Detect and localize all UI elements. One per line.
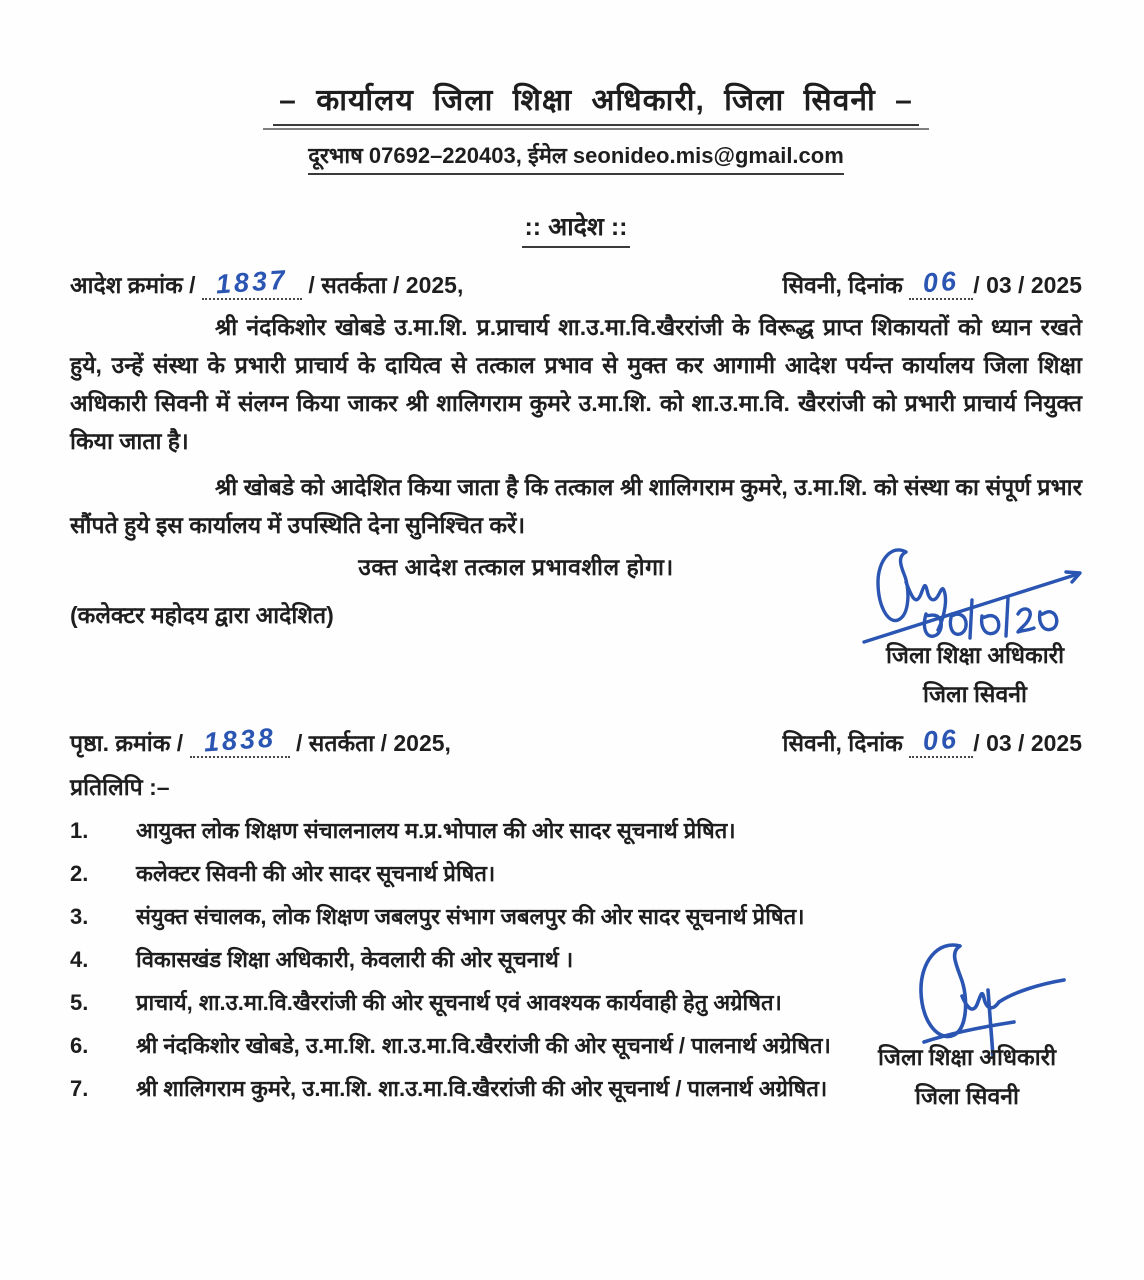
copy-distribution-label: प्रतिलिपि :– [70, 774, 170, 800]
endorsement-place-date-prefix: सिवनी, दिनांक [782, 730, 910, 756]
copy-item-text: श्री शालिगराम कुमरे, उ.मा.शि. शा.उ.मा.वि.खैररांजी की ओर सूचनार्थ / पालनार्थ अग्रेषित। [136, 1076, 828, 1101]
signer-title: जिला शिक्षा अधिकारी [877, 1044, 1057, 1070]
signature-block-1 [850, 536, 1100, 709]
order-place-date-line [782, 265, 1083, 300]
copy-item-text: श्री नंदकिशोर खोबडे, उ.मा.शि. शा.उ.मा.वि.खैररांजी की ओर सूचनार्थ / पालनार्थ अग्रेषित। [136, 1033, 831, 1058]
copy-item-text: संयुक्त संचालक, लोक शिक्षण जबलपुर संभाग जबलपुर की ओर सादर सूचनार्थ प्रेषित। [136, 904, 805, 929]
place-date-prefix: सिवनी, दिनांक [782, 272, 910, 298]
order-number-row [70, 264, 1082, 300]
copy-item-text: कलेक्टर सिवनी की ओर सादर सूचनार्थ प्रेषित। [136, 861, 496, 886]
doc-type-wrap [70, 209, 1082, 248]
order-number-slot [202, 264, 302, 300]
signer-office: जिला सिवनी [915, 1083, 1019, 1109]
endorsement-date-day-slot [909, 723, 973, 758]
order-number-line [70, 264, 464, 300]
date-day-handwritten: 06 [922, 265, 961, 299]
signature-block-2 [842, 938, 1092, 1111]
copy-item-number: 4. [70, 947, 89, 972]
endorsement-number-row [70, 722, 1082, 758]
office-title: – कार्यालय जिला शिक्षा अधिकारी, जिला सिवनी – [273, 78, 919, 126]
copy-item-number: 6. [70, 1033, 89, 1058]
date-day-slot [909, 265, 973, 300]
copy-item [70, 816, 1082, 846]
office-contact-line: दूरभाष 07692–220403, ईमेल seonideo.mis@gmail.com [308, 140, 844, 175]
endorsement-number-prefix: पृष्ठा. क्रमांक / [70, 730, 190, 756]
copy-item-number: 3. [70, 904, 89, 929]
endorsement-date-day-handwritten: 06 [922, 723, 961, 757]
body-paragraph-2: श्री खोबडे को आदेशित किया जाता है कि तत्काल श्री शालिगराम कुमरे, उ.मा.शि. को संस्था का संपूर्ण प्रभार सौंपते हुये इस कार्यालय में उपस्थिति देना सुनिश्चित करें। [70, 474, 1082, 538]
order-number-handwritten: 1837 [214, 264, 289, 300]
endorsement-number-line [70, 722, 451, 758]
copy-item-text: विकासखंड शिक्षा अधिकारी, केवलारी की ओर सूचनार्थ । [136, 947, 574, 972]
copy-item-number: 5. [70, 990, 89, 1015]
copy-item-number: 2. [70, 861, 89, 886]
letterhead [70, 78, 1082, 175]
signature-scribble-icon [860, 536, 1090, 654]
copy-item [70, 902, 1082, 932]
effective-line: उक्त आदेश तत्काल प्रभावशील होगा। [358, 554, 674, 580]
signer-title: जिला शिक्षा अधिकारी [885, 642, 1065, 668]
body-paragraph-1: श्री नंदकिशोर खोबडे उ.मा.शि. प्र.प्राचार्य शा.उ.मा.वि.खैररांजी के विरूद्ध प्राप्त शिकायतों को ध्यान रखते हुये, उन्हें संस्था के प्रभारी प्राचार्य के दायित्व से तत्काल प्रभाव से मुक्त कर आगामी आदेश पर्यन्त कार्यालय जिला शिक्षा अधिकारी सिवनी में संलग्न किया जाकर श्री शालिगराम कुमरे उ.मा.शि. को शा.उ.मा.वि. खैररांजी को प्रभारी प्राचार्य नियुक्त किया जाता है। [70, 314, 1082, 454]
order-number-suffix: / सतर्कता / 2025, [302, 272, 464, 298]
copy-item-text: आयुक्त लोक शिक्षण संचालनालय म.प्र.भोपाल की ओर सादर सूचनार्थ प्रेषित। [136, 818, 736, 843]
copy-item-text: प्राचार्य, शा.उ.मा.वि.खैररांजी की ओर सूचनार्थ एवं आवश्यक कार्यवाही हेतु अग्रेषित। [136, 990, 782, 1015]
date-rest: / 03 / 2025 [973, 272, 1082, 298]
endorsement-number-suffix: / सतर्कता / 2025, [289, 730, 451, 756]
doc-type-heading: :: आदेश :: [522, 209, 629, 248]
signer-office: जिला सिवनी [923, 681, 1027, 707]
copy-item-number: 7. [70, 1076, 89, 1101]
endorsement-number-slot [190, 722, 290, 758]
copy-item-number: 1. [70, 818, 89, 843]
endorsement-number-handwritten: 1838 [202, 722, 277, 758]
ordered-by-line: (कलेक्टर महोदय द्वारा आदेशित) [70, 602, 334, 628]
order-number-prefix: आदेश क्रमांक / [70, 272, 202, 298]
endorsement-place-date-line [782, 723, 1083, 758]
endorsement-date-rest: / 03 / 2025 [973, 730, 1082, 756]
copy-item [70, 859, 1082, 889]
